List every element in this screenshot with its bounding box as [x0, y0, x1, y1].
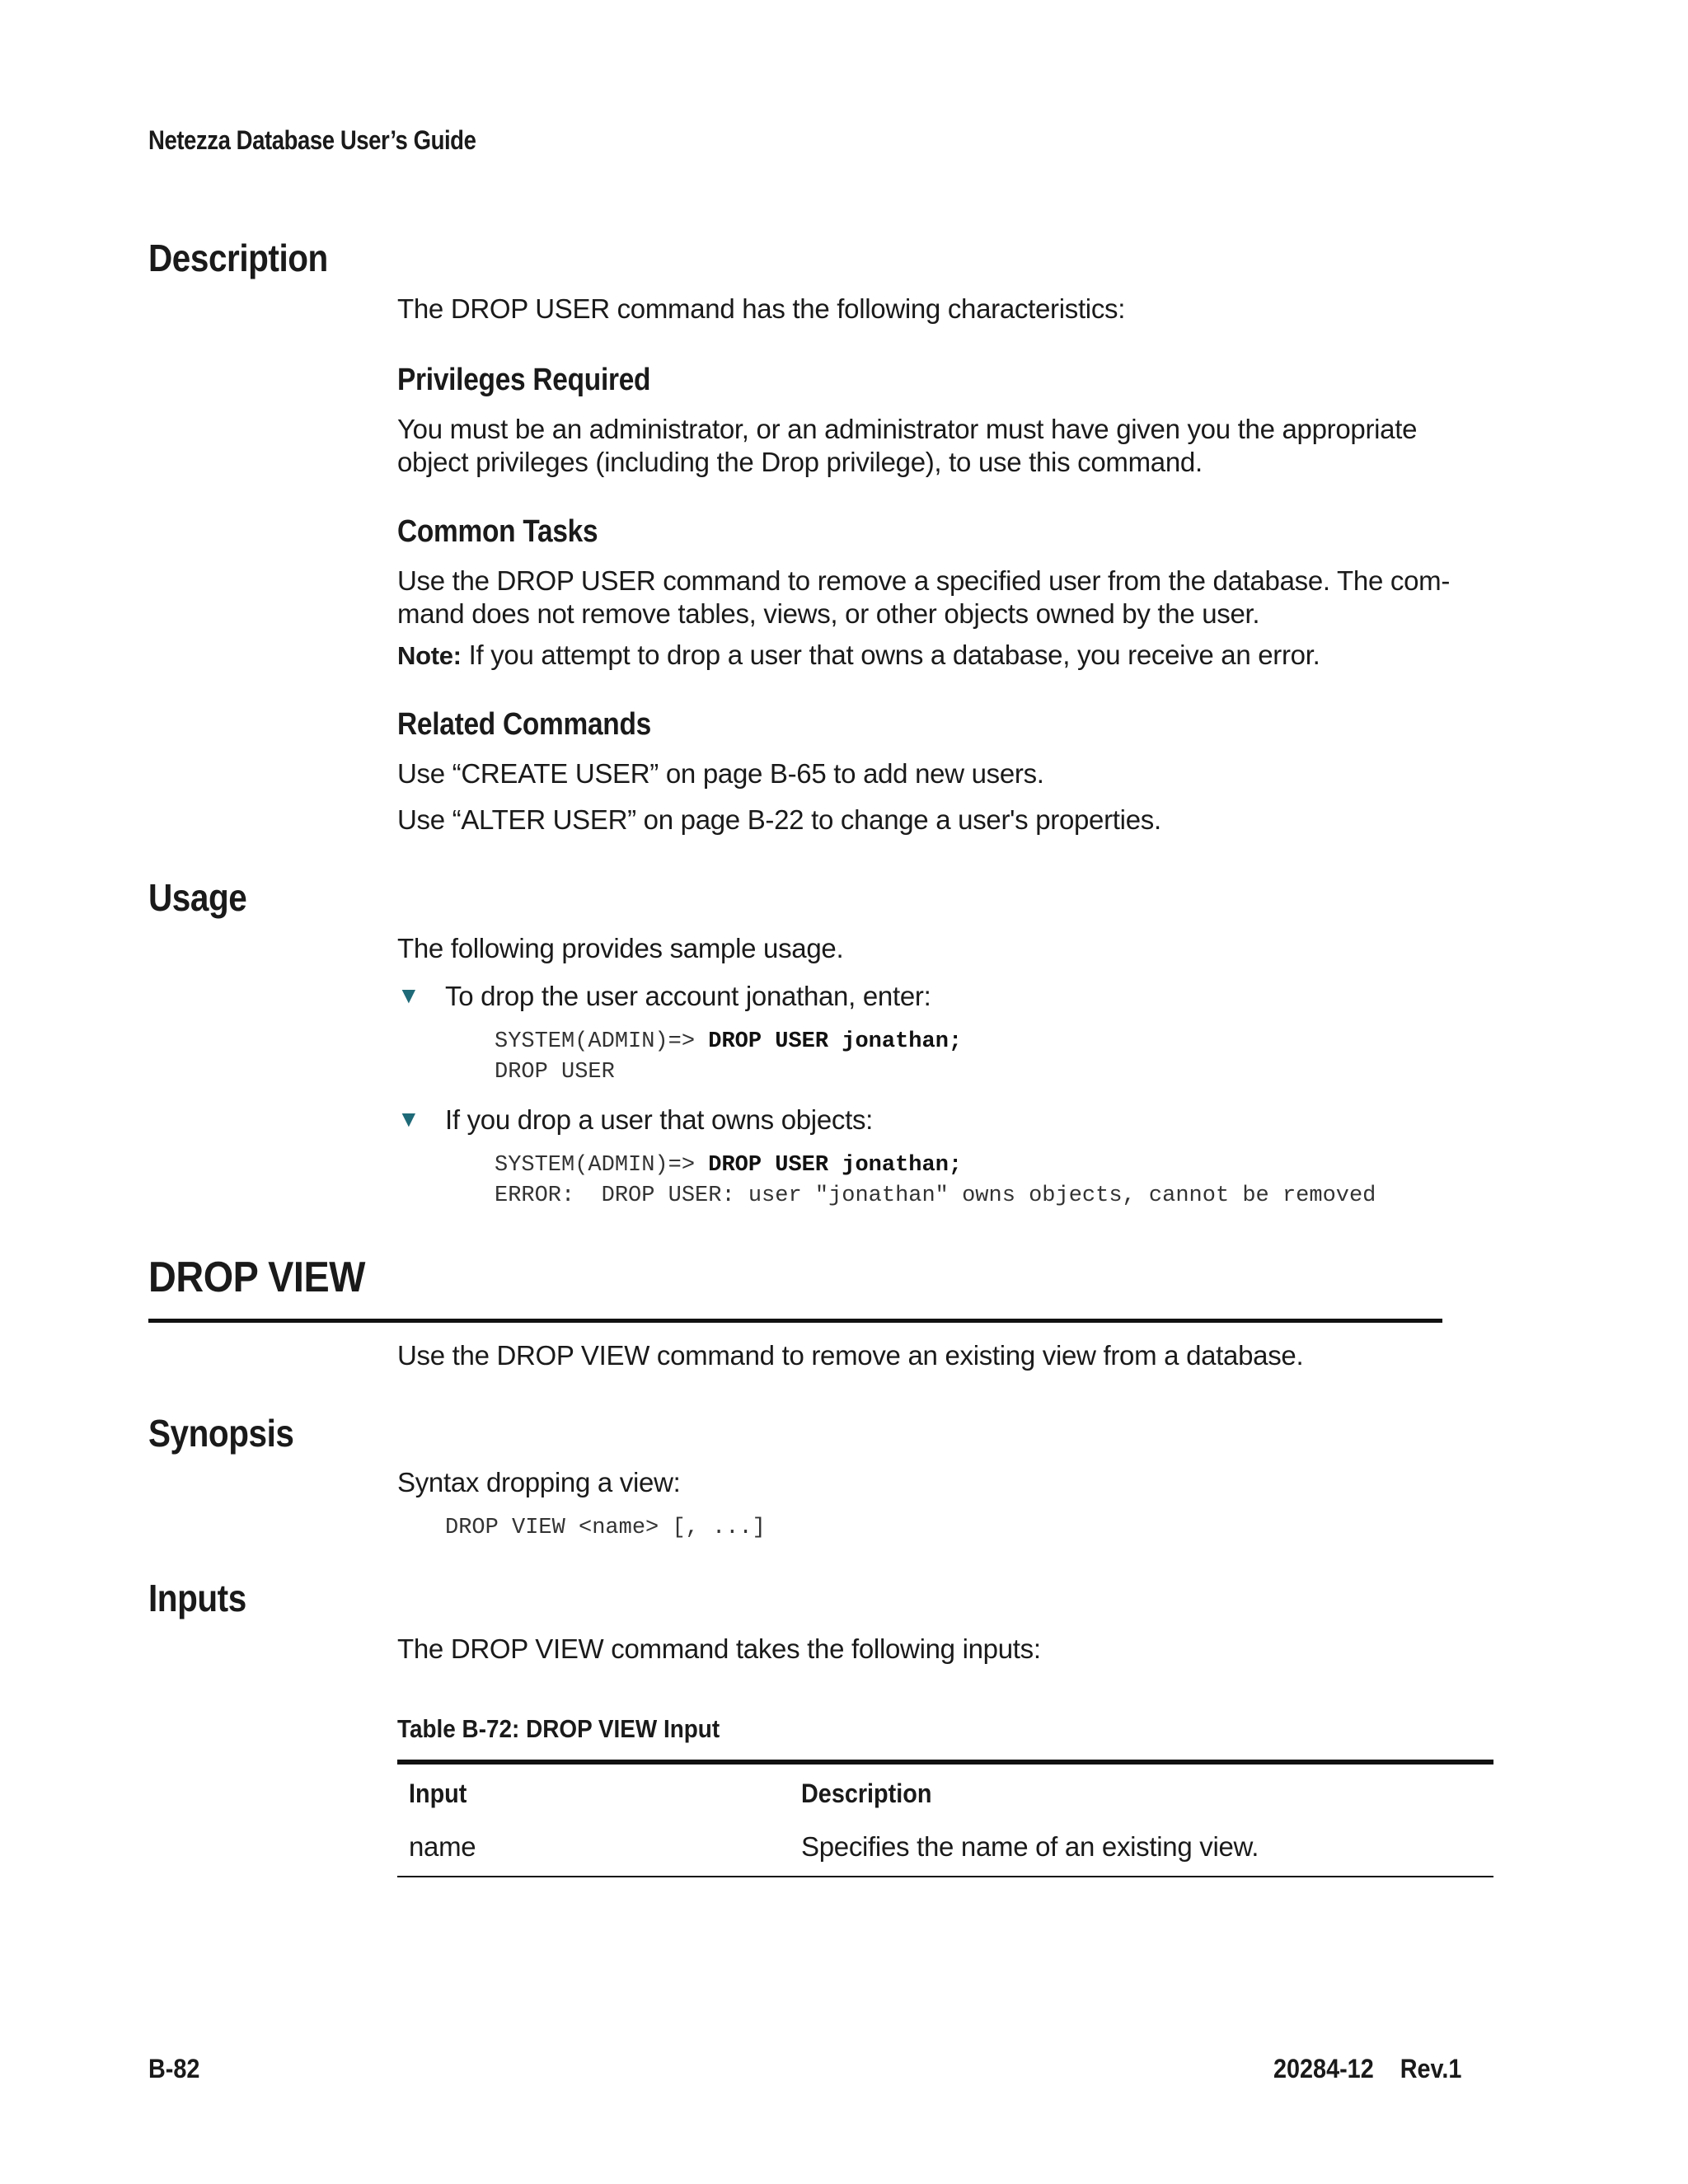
code-prompt: SYSTEM(ADMIN)=>: [495, 1029, 709, 1054]
usage-item-2-code: [495, 1151, 1376, 1212]
section-heading-synopsis: Synopsis: [148, 1412, 294, 1455]
privileges-line-1: You must be an administrator, or an administrator must have given you the appropriate: [397, 414, 1418, 444]
usage-intro: The following provides sample usage.: [397, 933, 844, 963]
usage-item-2-text: If you drop a user that owns objects:: [445, 1104, 874, 1135]
synopsis-intro: Syntax dropping a view:: [397, 1467, 681, 1497]
inputs-intro: The DROP VIEW command takes the following inputs:: [397, 1633, 1041, 1664]
running-head: Netezza Database User’s Guide: [148, 125, 476, 155]
code-prompt: SYSTEM(ADMIN)=>: [495, 1153, 709, 1178]
triangle-bullet-icon: ▼: [397, 982, 420, 1008]
common-tasks-line-2: mand does not remove tables, views, or other objects owned by the user.: [397, 598, 1260, 629]
note-text: If you attempt to drop a user that owns a database, you receive an error.: [468, 640, 1320, 670]
code-output: DROP USER: [495, 1060, 615, 1085]
section-heading-usage: Usage: [148, 876, 247, 919]
drop-view-intro: Use the DROP VIEW command to remove an existing view from a database.: [397, 1340, 1304, 1371]
chapter-title-drop-view: DROP VIEW: [148, 1254, 365, 1301]
description-intro: The DROP USER command has the following characteristics:: [397, 293, 1126, 324]
table-cell-input: name: [409, 1831, 476, 1862]
subheading-privileges-required: Privileges Required: [397, 363, 651, 397]
section-heading-inputs: Inputs: [148, 1577, 246, 1619]
note-label: Note:: [397, 641, 462, 670]
footer-doc-id: 20284-12 Rev.1: [1273, 2054, 1462, 2083]
code-command: DROP USER jonathan;: [708, 1153, 963, 1178]
triangle-bullet-icon: ▼: [397, 1106, 420, 1132]
common-tasks-line-1: Use the DROP USER command to remove a specified user from the database. The com-: [397, 565, 1451, 596]
note: [397, 638, 1485, 673]
section-heading-description: Description: [148, 237, 328, 279]
code-command: DROP USER jonathan;: [708, 1029, 963, 1054]
table-header-description: Description: [801, 1779, 932, 1808]
related-line-2: Use “ALTER USER” on page B-22 to change a user's properties.: [397, 804, 1161, 835]
chapter-rule: [148, 1319, 1442, 1323]
table-top-rule: [397, 1760, 1493, 1765]
usage-item-1-text: To drop the user account jonathan, enter:: [445, 981, 931, 1011]
usage-item-1-code: [495, 1027, 962, 1088]
privileges-line-2: object privileges (including the Drop privilege), to use this command.: [397, 447, 1203, 477]
footer-page-number: B-82: [148, 2054, 200, 2083]
table-bottom-rule: [397, 1876, 1493, 1877]
table-cell-description: Specifies the name of an existing view.: [801, 1831, 1259, 1862]
subheading-common-tasks: Common Tasks: [397, 514, 598, 549]
subheading-related-commands: Related Commands: [397, 707, 651, 742]
synopsis-code: DROP VIEW <name> [, ...]: [445, 1516, 766, 1540]
related-line-1: Use “CREATE USER” on page B-65 to add new users.: [397, 758, 1044, 789]
table-header-input: Input: [409, 1779, 467, 1808]
table-caption: Table B-72: DROP VIEW Input: [397, 1714, 720, 1743]
code-output: ERROR: DROP USER: user "jonathan" owns objects, cannot be removed: [495, 1183, 1376, 1208]
